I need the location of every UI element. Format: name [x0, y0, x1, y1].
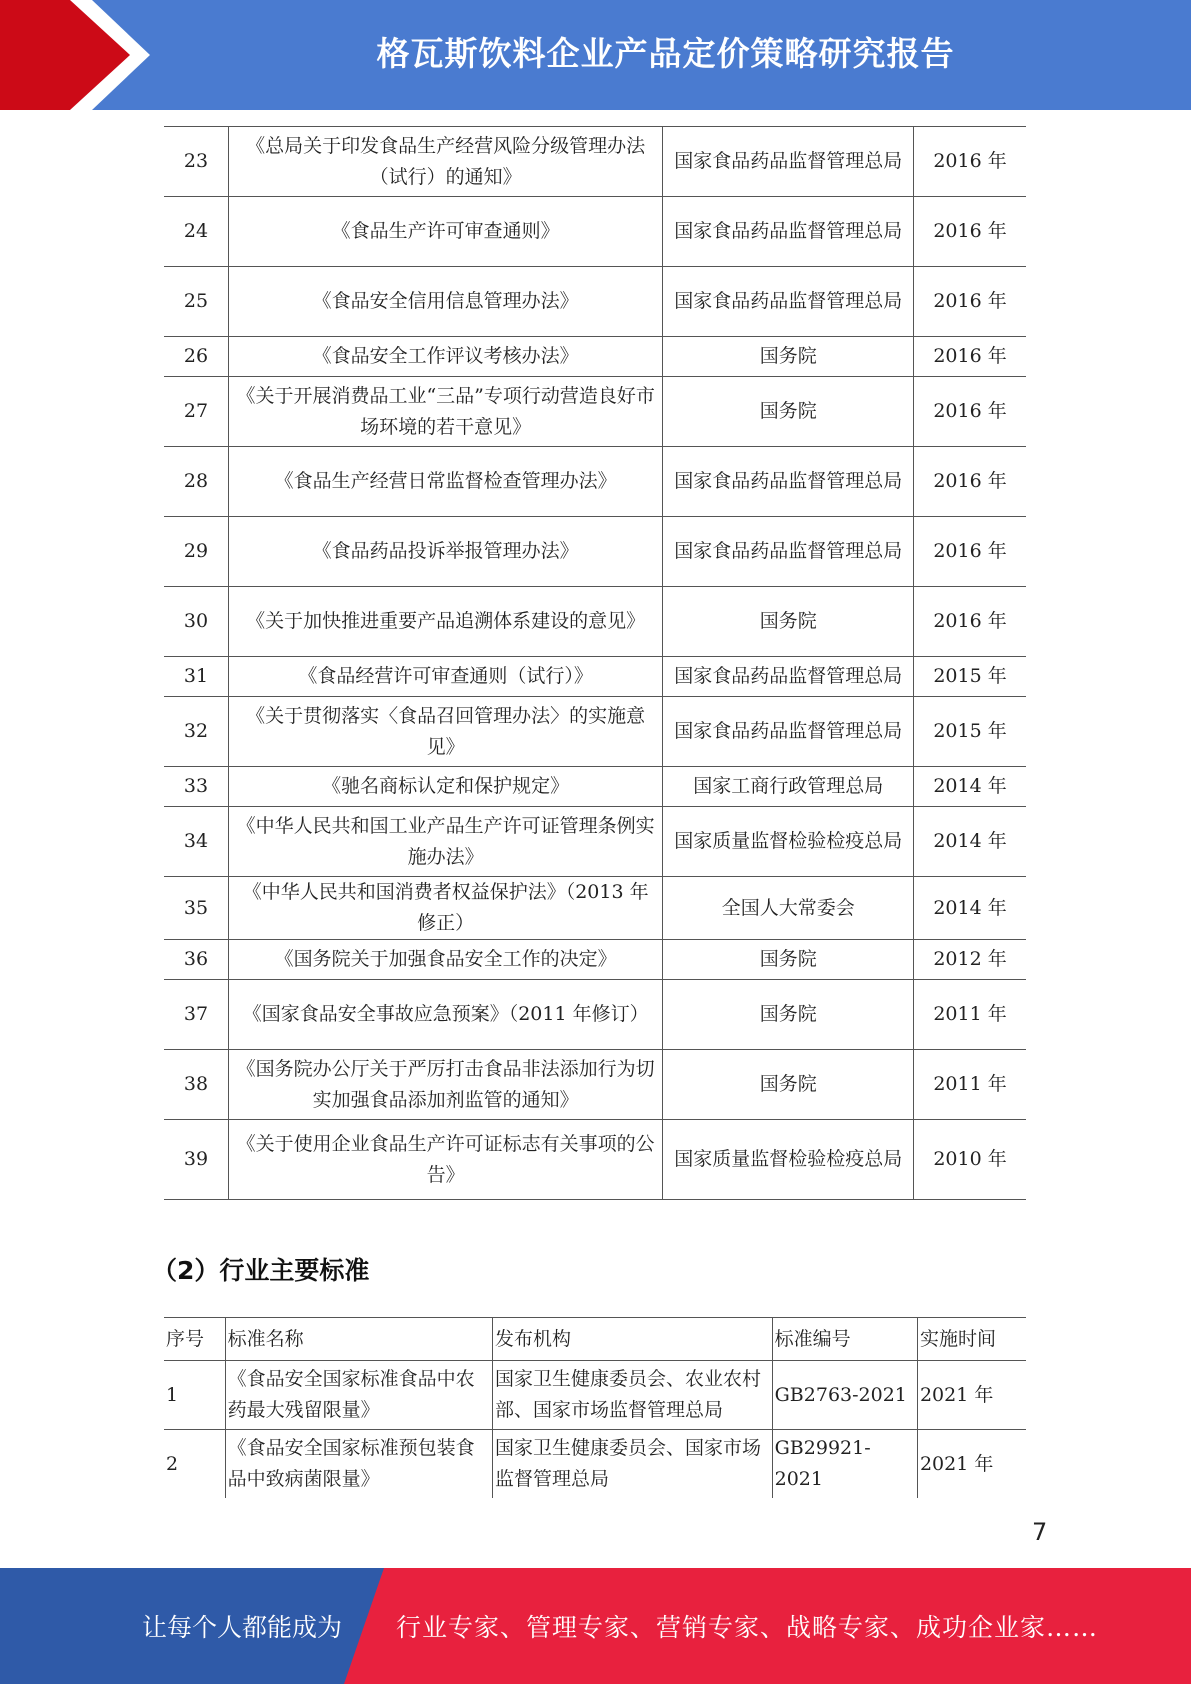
reg-year: 2016 年 [914, 517, 1026, 587]
reg-org: 国家工商行政管理总局 [663, 767, 914, 807]
reg-org: 国家食品药品监督管理总局 [663, 657, 914, 697]
table-row [164, 1120, 1026, 1200]
reg-no: 37 [164, 980, 228, 1050]
reg-year: 2015 年 [914, 697, 1026, 767]
reg-org: 国家质量监督检验检疫总局 [663, 807, 914, 877]
reg-year: 2014 年 [914, 877, 1026, 940]
std-date: 2021 年 [917, 1361, 1026, 1430]
reg-name: 《国务院办公厅关于严厉打击食品非法添加行为切实加强食品添加剂监管的通知》 [228, 1050, 662, 1120]
reg-name: 《关于加快推进重要产品追溯体系建设的意见》 [228, 587, 662, 657]
reg-no: 28 [164, 447, 228, 517]
reg-no: 24 [164, 197, 228, 267]
reg-org: 国务院 [663, 377, 914, 447]
header-code: 标准编号 [772, 1318, 917, 1361]
reg-no: 31 [164, 657, 228, 697]
table-row [164, 447, 1026, 517]
reg-org: 全国人大常委会 [663, 877, 914, 940]
reg-name: 《关于开展消费品工业“三品”专项行动营造良好市场环境的若干意见》 [228, 377, 662, 447]
reg-no: 33 [164, 767, 228, 807]
reg-name: 《驰名商标认定和保护规定》 [228, 767, 662, 807]
std-name: 《食品安全国家标准食品中农药最大残留限量》 [225, 1361, 492, 1430]
reg-name: 《总局关于印发食品生产经营风险分级管理办法（试行）的通知》 [228, 127, 662, 197]
table-row [164, 1430, 1026, 1499]
header-date: 实施时间 [917, 1318, 1026, 1361]
reg-name: 《国家食品安全事故应急预案》（2011 年修订） [228, 980, 662, 1050]
reg-org: 国务院 [663, 980, 914, 1050]
header-arrow-decoration [0, 0, 150, 110]
reg-name: 《食品安全工作评议考核办法》 [228, 337, 662, 377]
footer-slogan-right: 行业专家、管理专家、营销专家、战略专家、成功企业家…… [396, 1613, 1099, 1642]
table-row [164, 337, 1026, 377]
reg-org: 国务院 [663, 940, 914, 980]
std-code: GB2763-2021 [772, 1361, 917, 1430]
reg-name: 《关于使用企业食品生产许可证标志有关事项的公告》 [228, 1120, 662, 1200]
reg-no: 34 [164, 807, 228, 877]
table-row [164, 197, 1026, 267]
std-date: 2021 年 [917, 1430, 1026, 1499]
reg-name: 《中华人民共和国工业产品生产许可证管理条例实施办法》 [228, 807, 662, 877]
table-row [164, 377, 1026, 447]
reg-name: 《关于贯彻落实〈食品召回管理办法〉的实施意见》 [228, 697, 662, 767]
page-number: 7 [1032, 1518, 1048, 1546]
report-footer [0, 1568, 1191, 1684]
table-row [164, 980, 1026, 1050]
reg-org: 国家食品药品监督管理总局 [663, 197, 914, 267]
reg-year: 2016 年 [914, 197, 1026, 267]
reg-year: 2015 年 [914, 657, 1026, 697]
reg-name: 《食品生产许可审查通则》 [228, 197, 662, 267]
reg-year: 2016 年 [914, 377, 1026, 447]
table-row [164, 940, 1026, 980]
reg-no: 27 [164, 377, 228, 447]
standards-table [164, 1317, 1026, 1498]
reg-no: 26 [164, 337, 228, 377]
table-row [164, 697, 1026, 767]
reg-year: 2016 年 [914, 337, 1026, 377]
reg-org: 国家食品药品监督管理总局 [663, 267, 914, 337]
std-no: 1 [164, 1361, 225, 1430]
reg-no: 38 [164, 1050, 228, 1120]
reg-org: 国家食品药品监督管理总局 [663, 697, 914, 767]
reg-no: 36 [164, 940, 228, 980]
table-row [164, 127, 1026, 197]
std-code: GB29921-2021 [772, 1430, 917, 1499]
header-name: 标准名称 [225, 1318, 492, 1361]
footer-slogan-left: 让每个人都能成为 [142, 1613, 343, 1642]
reg-org: 国务院 [663, 1050, 914, 1120]
reg-org: 国家食品药品监督管理总局 [663, 447, 914, 517]
reg-year: 2016 年 [914, 127, 1026, 197]
table-row [164, 807, 1026, 877]
reg-year: 2014 年 [914, 807, 1026, 877]
table-row [164, 657, 1026, 697]
std-no: 2 [164, 1430, 225, 1499]
table-row [164, 767, 1026, 807]
table-row [164, 267, 1026, 337]
reg-org: 国家质量监督检验检疫总局 [663, 1120, 914, 1200]
reg-year: 2016 年 [914, 267, 1026, 337]
reg-no: 23 [164, 127, 228, 197]
reg-org: 国家食品药品监督管理总局 [663, 517, 914, 587]
reg-org: 国务院 [663, 337, 914, 377]
reg-org: 国家食品药品监督管理总局 [663, 127, 914, 197]
table-row [164, 877, 1026, 940]
reg-org: 国务院 [663, 587, 914, 657]
reg-year: 2014 年 [914, 767, 1026, 807]
section-title: （2）行业主要标准 [152, 1256, 370, 1285]
header-no: 序号 [164, 1318, 225, 1361]
reg-year: 2010 年 [914, 1120, 1026, 1200]
reg-name: 《食品安全信用信息管理办法》 [228, 267, 662, 337]
reg-year: 2011 年 [914, 980, 1026, 1050]
report-title: 格瓦斯饮料企业产品定价策略研究报告 [376, 34, 955, 73]
header-org: 发布机构 [493, 1318, 773, 1361]
reg-name: 《食品经营许可审查通则（试行）》 [228, 657, 662, 697]
reg-name: 《食品药品投诉举报管理办法》 [228, 517, 662, 587]
reg-name: 《食品生产经营日常监督检查管理办法》 [228, 447, 662, 517]
table-row [164, 1050, 1026, 1120]
report-header [0, 0, 1191, 110]
table-header-row [164, 1318, 1026, 1361]
std-org: 国家卫生健康委员会、农业农村部、国家市场监督管理总局 [493, 1361, 773, 1430]
reg-no: 39 [164, 1120, 228, 1200]
reg-year: 2016 年 [914, 587, 1026, 657]
reg-year: 2016 年 [914, 447, 1026, 517]
std-org: 国家卫生健康委员会、国家市场监督管理总局 [493, 1430, 773, 1499]
reg-year: 2011 年 [914, 1050, 1026, 1120]
reg-year: 2012 年 [914, 940, 1026, 980]
reg-no: 25 [164, 267, 228, 337]
regulations-table [164, 126, 1026, 1200]
reg-no: 29 [164, 517, 228, 587]
reg-no: 30 [164, 587, 228, 657]
table-row [164, 517, 1026, 587]
std-name: 《食品安全国家标准预包装食品中致病菌限量》 [225, 1430, 492, 1499]
reg-name: 《国务院关于加强食品安全工作的决定》 [228, 940, 662, 980]
reg-no: 35 [164, 877, 228, 940]
table-row [164, 1361, 1026, 1430]
table-row [164, 587, 1026, 657]
reg-no: 32 [164, 697, 228, 767]
reg-name: 《中华人民共和国消费者权益保护法》（2013 年修正） [228, 877, 662, 940]
